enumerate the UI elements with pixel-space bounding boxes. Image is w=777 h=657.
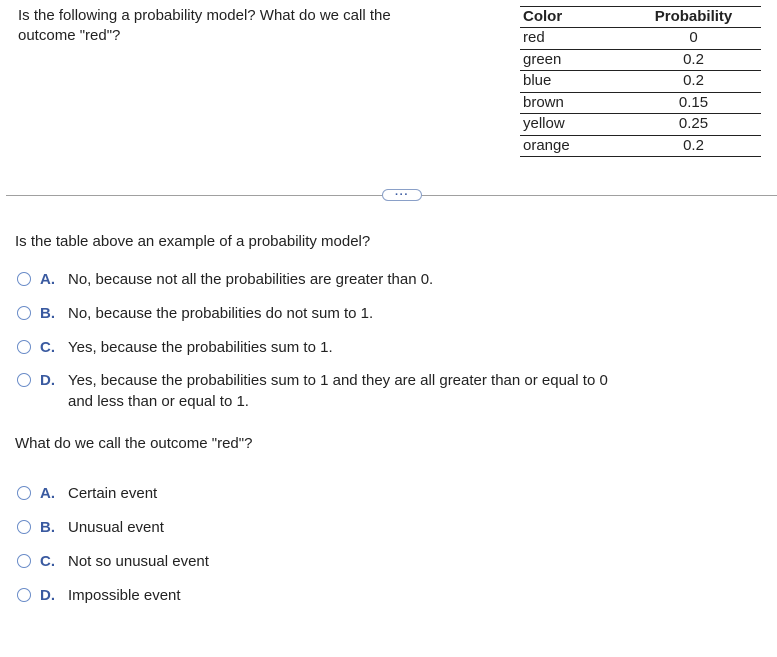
part1-option-a[interactable] xyxy=(17,269,433,290)
question-text: Is the following a probability model? What do we call the outcome "red"? xyxy=(18,7,391,44)
option-text: Yes, because the probabilities sum to 1 and they are all greater than or equal to 0 and less than or equal to 1. xyxy=(68,372,608,410)
option-text: Not so unusual event xyxy=(68,553,209,570)
part2-option-b[interactable] xyxy=(17,517,164,538)
radio-button[interactable] xyxy=(17,486,31,500)
cell-color: green xyxy=(520,49,626,71)
option-letter: B. xyxy=(40,305,55,322)
cell-probability: 0.2 xyxy=(626,135,761,157)
option-text: Impossible event xyxy=(68,587,181,604)
expand-button[interactable]: ··· xyxy=(382,189,422,201)
table-header-row xyxy=(520,7,761,28)
part1-option-d[interactable] xyxy=(17,370,628,412)
option-letter: C. xyxy=(40,553,55,570)
table-row xyxy=(520,135,761,157)
option-text: Unusual event xyxy=(68,519,164,536)
cell-probability: 0.25 xyxy=(626,114,761,136)
option-text: Certain event xyxy=(68,485,158,502)
cell-color: red xyxy=(520,28,626,50)
probability-table xyxy=(520,6,761,157)
part1-option-c[interactable] xyxy=(17,337,333,358)
radio-button[interactable] xyxy=(17,340,31,354)
table-row xyxy=(520,28,761,50)
part1-prompt: Is the table above an example of a probability model? xyxy=(15,233,371,250)
column-header-color: Color xyxy=(520,7,626,28)
cell-probability: 0.15 xyxy=(626,92,761,114)
option-text: Yes, because the probabilities sum to 1. xyxy=(68,339,333,356)
table-row xyxy=(520,92,761,114)
radio-button[interactable] xyxy=(17,554,31,568)
cell-probability: 0.2 xyxy=(626,71,761,93)
option-letter: A. xyxy=(40,485,55,502)
table-row xyxy=(520,114,761,136)
option-text: No, because the probabilities do not sum to 1. xyxy=(68,305,374,322)
radio-button[interactable] xyxy=(17,272,31,286)
radio-button[interactable] xyxy=(17,588,31,602)
option-letter: B. xyxy=(40,519,55,536)
part2-prompt: What do we call the outcome "red"? xyxy=(15,435,253,452)
option-letter: A. xyxy=(40,271,55,288)
part2-option-c[interactable] xyxy=(17,551,209,572)
cell-probability: 0 xyxy=(626,28,761,50)
option-text: No, because not all the probabilities are greater than 0. xyxy=(68,271,434,288)
part2-option-d[interactable] xyxy=(17,585,181,606)
option-letter: D. xyxy=(40,587,55,604)
cell-color: yellow xyxy=(520,114,626,136)
cell-color: brown xyxy=(520,92,626,114)
radio-button[interactable] xyxy=(17,520,31,534)
table-row xyxy=(520,71,761,93)
cell-probability: 0.2 xyxy=(626,49,761,71)
cell-color: orange xyxy=(520,135,626,157)
radio-button[interactable] xyxy=(17,306,31,320)
option-letter: C. xyxy=(40,339,55,356)
table-row xyxy=(520,49,761,71)
option-letter: D. xyxy=(40,372,55,389)
part1-option-b[interactable] xyxy=(17,303,373,324)
part2-option-a[interactable] xyxy=(17,483,157,504)
column-header-probability: Probability xyxy=(626,7,761,28)
radio-button[interactable] xyxy=(17,373,31,387)
cell-color: blue xyxy=(520,71,626,93)
